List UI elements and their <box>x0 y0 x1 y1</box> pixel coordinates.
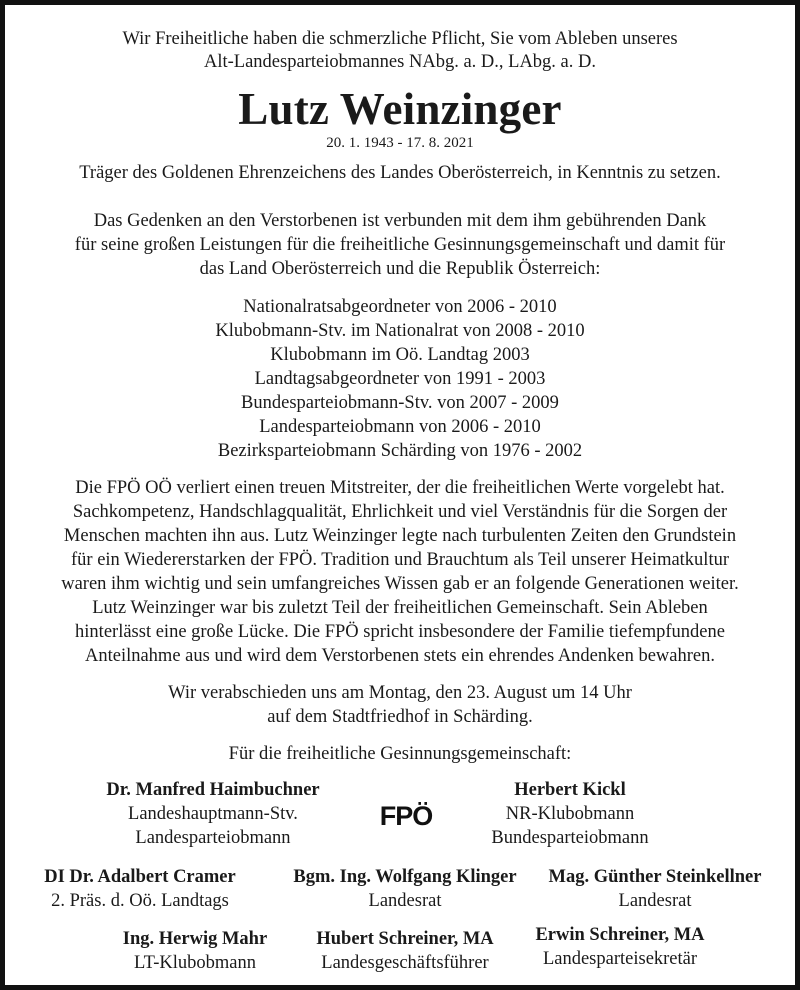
deceased-name: Lutz Weinzinger <box>238 84 562 134</box>
tribute-line: hinterlässt eine große Lücke. Die FPÖ spricht insbesondere der Familie tiefempfundene <box>75 622 725 642</box>
signatory <box>295 927 515 975</box>
signatory <box>470 778 670 850</box>
signatory <box>105 927 285 975</box>
signatory-name: Ing. Herwig Mahr <box>122 929 268 949</box>
tribute-line: Menschen machten ihn aus. Lutz Weinzinger legte nach turbulenten Zeiten den Grundstein <box>63 526 737 546</box>
signatory-role: Landesrat <box>368 891 442 911</box>
signatory <box>22 865 258 913</box>
signatory <box>277 865 533 913</box>
signatory-role: Landeshauptmann-Stv. <box>128 804 298 824</box>
signatory-role: Landesrat <box>618 891 692 911</box>
tribute-line: waren ihm wichtig und sein umfangreiches Wissen gab er an folgende Generationen weiter. <box>61 574 739 594</box>
for-community-line: Für die freiheitliche Gesinnungsgemeinschaft: <box>228 744 572 764</box>
signatory-role: Landesgeschäftsführer <box>321 953 489 973</box>
signatory-name: Bgm. Ing. Wolfgang Klinger <box>293 867 517 887</box>
office-item: Nationalratsabgeordneter von 2006 - 2010 <box>243 297 557 317</box>
signatory <box>535 865 775 913</box>
signatory-name: Hubert Schreiner, MA <box>316 929 494 949</box>
signatory <box>510 923 730 971</box>
signatory-role: Landesparteisekretär <box>542 949 698 969</box>
gratitude-line: das Land Oberösterreich und die Republik Österreich: <box>199 259 601 279</box>
office-item: Klubobmann im Oö. Landtag 2003 <box>270 345 530 365</box>
office-item: Landesparteiobmann von 2006 - 2010 <box>259 417 541 437</box>
office-item: Bezirksparteiobmann Schärding von 1976 - 2002 <box>217 441 583 461</box>
fpo-logo <box>371 801 441 831</box>
signatory-role: 2. Präs. d. Oö. Landtags <box>51 891 229 911</box>
signatory-name: Dr. Manfred Haimbuchner <box>106 780 320 800</box>
office-item: Klubobmann-Stv. im Nationalrat von 2008 - 2010 <box>215 321 585 341</box>
office-item: Bundesparteiobmann-Stv. von 2007 - 2009 <box>241 393 559 413</box>
tribute-line: Anteilnahme aus und wird dem Verstorbenen stets ein ehrendes Andenken bewahren. <box>84 646 716 666</box>
signatory-name: Erwin Schreiner, MA <box>535 925 705 945</box>
fpo-logo-text: FPÖ <box>379 800 433 831</box>
gratitude-line: für seine großen Leistungen für die freiheitliche Gesinnungsgemeinschaft und damit für <box>74 235 726 255</box>
tribute-line: für ein Wiedererstarken der FPÖ. Tradition und Brauchtum als Teil unserer Heimatkultur <box>71 550 729 570</box>
tribute-line: Lutz Weinzinger war bis zuletzt Teil der freiheitlichen Gemeinschaft. Sein Ableben <box>92 598 708 618</box>
signatory-role: Landesparteiobmann <box>135 828 291 848</box>
signatory-role: Bundesparteiobmann <box>491 828 649 848</box>
signatory-role: LT-Klubobmann <box>134 953 256 973</box>
farewell-line: Wir verabschieden uns am Montag, den 23. August um 14 Uhr <box>168 683 632 703</box>
tribute-line: Die FPÖ OÖ verliert einen treuen Mitstreiter, der die freiheitlichen Werte vorgelebt hat. <box>75 478 725 498</box>
tribute-line: Sachkompetenz, Handschlagqualität, Ehrlichkeit und viel Verständnis für die Sorgen der <box>72 502 728 522</box>
signatory-role: NR-Klubobmann <box>505 804 635 824</box>
intro-line-1: Wir Freiheitliche haben die schmerzliche Pflicht, Sie vom Ableben unseres <box>122 29 678 49</box>
signatory-name: Herbert Kickl <box>514 780 626 800</box>
gratitude-line: Das Gedenken an den Verstorbenen ist verbunden mit dem ihm gebührenden Dank <box>93 211 707 231</box>
signatory-name: Mag. Günther Steinkellner <box>548 867 762 887</box>
intro-line-2: Alt-Landesparteiobmannes NAbg. a. D., LAbg. a. D. <box>204 52 596 72</box>
signatory <box>103 778 323 850</box>
signatory-name: DI Dr. Adalbert Cramer <box>44 867 236 887</box>
farewell-line: auf dem Stadtfriedhof in Schärding. <box>267 707 533 727</box>
honor-line: Träger des Goldenen Ehrenzeichens des Landes Oberösterreich, in Kenntnis zu setzen. <box>79 163 721 183</box>
life-dates: 20. 1. 1943 - 17. 8. 2021 <box>326 135 474 151</box>
office-item: Landtagsabgeordneter von 1991 - 2003 <box>254 369 546 389</box>
